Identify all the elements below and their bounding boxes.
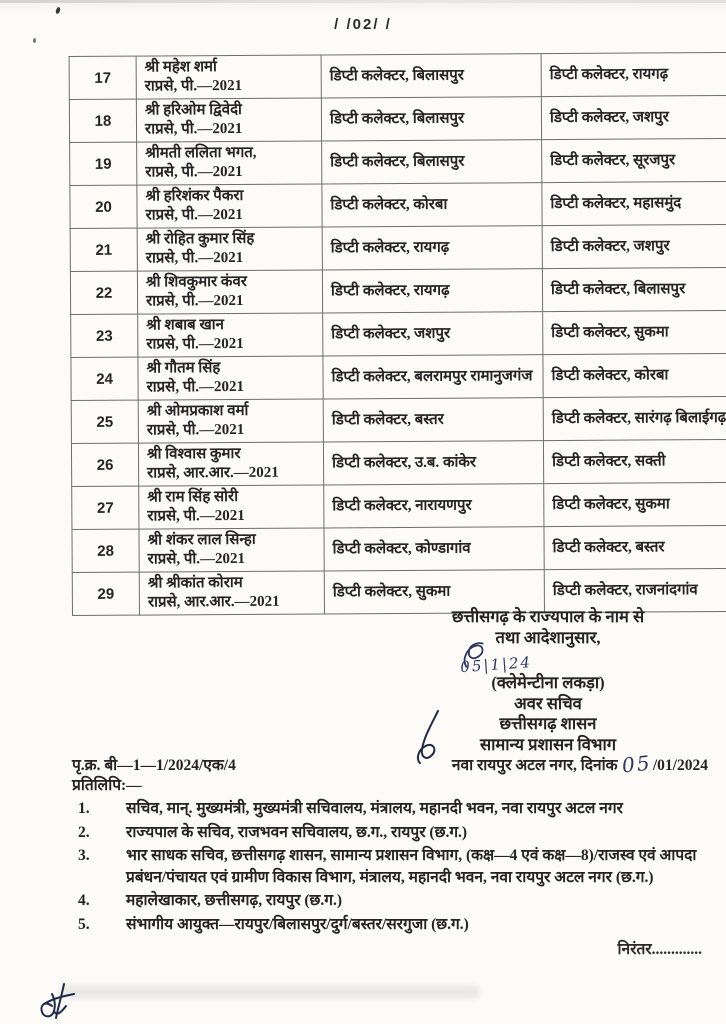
table-row bbox=[72, 525, 726, 572]
table-row bbox=[71, 396, 726, 443]
transfer-table bbox=[69, 52, 726, 616]
transfer-table-body bbox=[69, 52, 726, 615]
officer-name-cell bbox=[136, 98, 321, 142]
place-and-date bbox=[451, 750, 708, 778]
serial-number-cell: 28 bbox=[72, 529, 139, 572]
current-posting-cell: डिप्टी कलेक्टर, बलरामपुर रामानुजगंज bbox=[323, 355, 543, 399]
officer-name-cell bbox=[137, 270, 322, 314]
current-posting-cell: डिप्टी कलेक्टर, कोण्डागांव bbox=[324, 527, 544, 571]
scan-artifact-speck bbox=[33, 38, 36, 43]
new-posting-cell: डिप्टी कलेक्टर, रायगढ़ bbox=[541, 52, 726, 96]
reference-line bbox=[72, 750, 708, 778]
officer-name: श्री श्रीकांत कोराम bbox=[147, 574, 243, 592]
serial-number-cell: 25 bbox=[71, 400, 138, 443]
copy-distribution-section bbox=[72, 773, 712, 937]
officer-name: श्रीमती ललिता भगत, bbox=[145, 144, 257, 162]
handwritten-initial-icon bbox=[30, 978, 100, 1024]
officer-name: श्री हरिशंकर पैकरा bbox=[145, 187, 244, 205]
table-row bbox=[70, 181, 726, 228]
current-posting-cell: डिप्टी कलेक्टर, रायगढ़ bbox=[322, 226, 542, 270]
serial-number-cell: 29 bbox=[72, 572, 139, 615]
officer-cadre: राप्रसे, आर.आर.—2021 bbox=[147, 593, 280, 611]
officer-cadre: राप्रसे, आर.आर.—2021 bbox=[147, 464, 279, 482]
current-posting-cell: डिप्टी कलेक्टर, उ.ब. कांकेर bbox=[323, 441, 543, 485]
current-posting-cell: डिप्टी कलेक्टर, रायगढ़ bbox=[322, 269, 542, 313]
list-item-text: राज्यपाल के सचिव, राजभवन सचिवालय, छ.ग., रायपुर (छ.ग.) bbox=[126, 823, 468, 841]
officer-name-cell bbox=[137, 227, 322, 271]
officer-cadre: राप्रसे, पी.—2021 bbox=[146, 292, 244, 310]
officer-name-cell bbox=[137, 184, 322, 228]
officer-name-cell bbox=[138, 442, 323, 486]
place-date-prefix: नवा रायपुर अटल नगर, दिनांक bbox=[451, 757, 618, 774]
officer-name: श्री रोहित कुमार सिंह bbox=[145, 230, 255, 248]
new-posting-cell: डिप्टी कलेक्टर, सूरजपुर bbox=[542, 138, 726, 182]
officer-name-cell bbox=[138, 313, 323, 357]
officer-name-cell bbox=[136, 55, 321, 99]
list-item-text: महालेखाकार, छत्तीसगढ़, रायपुर (छ.ग.) bbox=[126, 892, 343, 909]
serial-number-cell: 22 bbox=[70, 271, 137, 314]
list-item bbox=[72, 822, 712, 844]
new-posting-cell: डिप्टी कलेक्टर, बस्तर bbox=[544, 525, 726, 569]
reference-number: पृ.क्र. बी—1—1/2024/एक/4 bbox=[72, 757, 236, 774]
current-posting-cell: डिप्टी कलेक्टर, बस्तर bbox=[323, 398, 543, 442]
continuation-note: निरंतर............. bbox=[617, 941, 702, 958]
new-posting-cell: डिप्टी कलेक्टर, जशपुर bbox=[541, 95, 726, 139]
table-row bbox=[69, 95, 726, 142]
serial-number-cell: 26 bbox=[71, 443, 138, 486]
current-posting-cell: डिप्टी कलेक्टर, नारायणपुर bbox=[324, 484, 544, 528]
officer-name: श्री शबाब खान bbox=[146, 317, 224, 334]
officer-name-cell bbox=[139, 485, 324, 529]
current-posting-cell: डिप्टी कलेक्टर, सुकमा bbox=[324, 570, 544, 614]
serial-number-cell: 18 bbox=[69, 99, 136, 142]
table-row bbox=[71, 439, 726, 486]
officer-cadre: राप्रसे, पी.—2021 bbox=[145, 206, 243, 224]
list-item bbox=[72, 798, 712, 820]
officer-cadre: राप्रसे, पी.—2021 bbox=[145, 163, 243, 181]
list-item-number: 4. bbox=[78, 892, 90, 909]
current-posting-cell: डिप्टी कलेक्टर, बिलासपुर bbox=[321, 54, 541, 98]
officer-name: श्री हरिओम द्विवेदी bbox=[144, 101, 242, 119]
table-row bbox=[70, 224, 726, 271]
list-item-text: भार साधक सचिव, छत्तीसगढ़ शासन, सामान्य प्रशासन विभाग, (कक्ष—4 एवं कक्ष—8)/राजस्व एवं आपदा प्रबंधन/पंचायत एवं ग्रामीण विकास विभाग, मंत्रालय, महानदी भवन, नवा रायपुर अटल नगर (छ.ग.) bbox=[126, 847, 697, 886]
list-item-text: सचिव, मान्. मुख्यमंत्री, मुख्यमंत्री सचिवालय, मंत्रालय, महानदी भवन, नवा रायपुर अटल नगर bbox=[126, 800, 623, 817]
new-posting-cell: डिप्टी कलेक्टर, सुकमा bbox=[544, 482, 726, 526]
table-row bbox=[72, 482, 726, 529]
current-posting-cell: डिप्टी कलेक्टर, कोरबा bbox=[322, 183, 542, 227]
serial-number-cell: 19 bbox=[70, 142, 137, 185]
officer-name: श्री शिवकुमार कंवर bbox=[145, 273, 247, 291]
officer-cadre: राप्रसे, पी.—2021 bbox=[145, 249, 244, 267]
date-rest: /01/2024 bbox=[652, 757, 708, 774]
list-item-text: संभागीय आयुक्त—रायपुर/बिलासपुर/दुर्ग/बस्तर/सरगुजा (छ.ग.) bbox=[126, 915, 469, 933]
officer-cadre: राप्रसे, पी.—2021 bbox=[147, 550, 246, 568]
officer-name: श्री गौतम सिंह bbox=[146, 360, 221, 377]
scan-artifact-top-edge bbox=[0, 0, 726, 3]
signatory-name: (क्लेमेन्टीना लकड़ा) bbox=[491, 673, 605, 692]
signatory-designation: अवर सचिव bbox=[514, 693, 582, 713]
list-item-number: 5. bbox=[78, 915, 90, 933]
officer-name: श्री विश्वास कुमार bbox=[146, 445, 241, 463]
officer-name: श्री महेश शर्मा bbox=[144, 59, 217, 76]
officer-cadre: राप्रसे, पी.—2021 bbox=[144, 120, 243, 138]
copy-list bbox=[72, 798, 712, 935]
list-item-number: 2. bbox=[78, 823, 90, 841]
by-order-line: छत्तीसगढ़ के राज्यपाल के नाम से bbox=[451, 607, 645, 626]
table-row bbox=[71, 310, 726, 357]
new-posting-cell: डिप्टी कलेक्टर, बिलासपुर bbox=[542, 267, 726, 311]
officer-cadre: राप्रसे, पी.—2021 bbox=[144, 77, 243, 95]
officer-name-cell bbox=[138, 399, 323, 443]
signature-block bbox=[378, 607, 718, 755]
list-item-number: 3. bbox=[78, 847, 90, 864]
officer-name-cell bbox=[139, 571, 324, 615]
table-row bbox=[70, 267, 726, 314]
serial-number-cell: 24 bbox=[71, 357, 138, 400]
list-item bbox=[72, 845, 712, 888]
list-item bbox=[72, 890, 712, 912]
officer-name-cell bbox=[139, 528, 324, 572]
new-posting-cell: डिप्टी कलेक्टर, सक्ती bbox=[543, 439, 726, 483]
new-posting-cell: डिप्टी कलेक्टर, कोरबा bbox=[543, 353, 726, 397]
copy-heading: प्रतिलिपि:— bbox=[72, 777, 142, 794]
serial-number-cell: 23 bbox=[71, 314, 138, 357]
serial-number-cell: 27 bbox=[72, 486, 139, 529]
new-posting-cell: डिप्टी कलेक्टर, महासमुंद bbox=[542, 181, 726, 225]
new-posting-cell: डिप्टी कलेक्टर, सुकमा bbox=[543, 310, 726, 354]
table-row bbox=[69, 52, 726, 99]
officer-name-cell bbox=[137, 141, 322, 185]
scan-artifact-speck bbox=[55, 7, 61, 15]
new-posting-cell: डिप्टी कलेक्टर, जशपुर bbox=[542, 224, 726, 268]
serial-number-cell: 20 bbox=[70, 185, 137, 228]
by-order-line: तथा आदेशानुसार, bbox=[495, 627, 601, 647]
officer-cadre: राप्रसे, पी.—2021 bbox=[146, 378, 245, 396]
handwritten-day: 05 bbox=[621, 750, 654, 778]
new-posting-cell: डिप्टी कलेक्टर, सारंगढ़ बिलाईगढ़ bbox=[543, 396, 726, 440]
officer-cadre: राप्रसे, पी.—2021 bbox=[146, 335, 244, 353]
table-row bbox=[71, 353, 726, 400]
officer-cadre: राप्रसे, पी.—2021 bbox=[146, 421, 245, 439]
scan-artifact-smudge bbox=[60, 985, 480, 999]
list-item bbox=[72, 914, 712, 936]
current-posting-cell: डिप्टी कलेक्टर, बिलासपुर bbox=[322, 140, 542, 184]
serial-number-cell: 17 bbox=[69, 56, 136, 99]
new-posting-cell: डिप्टी कलेक्टर, राजनांदगांव bbox=[544, 568, 726, 612]
officer-name: श्री शंकर लाल सिन्हा bbox=[147, 531, 256, 549]
page-number: / /02/ / bbox=[334, 16, 392, 33]
signatory-department: सामान्य प्रशासन विभाग bbox=[479, 734, 617, 754]
signatory-government: छत्तीसगढ़ शासन bbox=[499, 714, 597, 733]
serial-number-cell: 21 bbox=[70, 228, 137, 271]
list-item-number: 1. bbox=[78, 800, 90, 817]
table-row bbox=[70, 138, 726, 185]
handwritten-date-text: 05|1|24 bbox=[459, 653, 533, 677]
officer-name: श्री ओमप्रकाश वर्मा bbox=[146, 402, 249, 420]
officer-name: श्री राम सिंह सोरी bbox=[147, 488, 239, 506]
current-posting-cell: डिप्टी कलेक्टर, जशपुर bbox=[323, 312, 543, 356]
current-posting-cell: डिप्टी कलेक्टर, बिलासपुर bbox=[321, 97, 541, 141]
officer-name-cell bbox=[138, 356, 323, 400]
officer-cadre: राप्रसे, पी.—2021 bbox=[147, 507, 245, 525]
